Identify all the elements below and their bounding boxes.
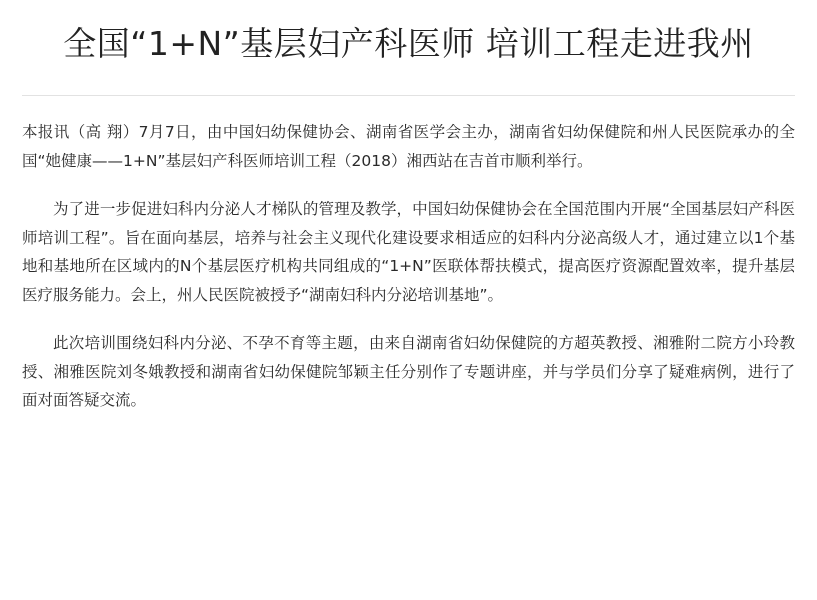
- article-paragraph: 为了进一步促进妇科内分泌人才梯队的管理及教学，中国妇幼保健协会在全国范围内开展“全国基层妇产科医师培训工程”。旨在面向基层，培养与社会主义现代化建设要求相适应的妇科内分泌高级人才，通过建立以1个基地和基地所在区域内的N个基层医疗机构共同组成的“1+N”医联体帮扶模式，提高医疗资源配置效率，提升基层医疗服务能力。会上，州人民医院被授予“湖南妇科内分泌培训基地”。: [22, 200, 795, 304]
- article-paragraph-lead: 本报讯（高 翔）7月7日，由中国妇幼保健协会、湖南省医学会主办，湖南省妇幼保健院和州人民医院承办的全国“她健康——1+N”基层妇产科医师培训工程（2018）湘西站在吉首市顺利举行。: [22, 123, 795, 170]
- article-title: 全国“1+N”基层妇产科医师 培训工程走进我州: [63, 24, 754, 63]
- article-paragraph: 此次培训围绕妇科内分泌、不孕不育等主题，由来自湖南省妇幼保健院的方超英教授、湘雅附二院方小玲教授、湘雅医院刘冬娥教授和湖南省妇幼保健院邹颖主任分别作了专题讲座，并与学员们分享了疑难病例，进行了面对面答疑交流。: [22, 334, 795, 409]
- title-divider: [22, 95, 795, 96]
- article-body: [22, 118, 795, 415]
